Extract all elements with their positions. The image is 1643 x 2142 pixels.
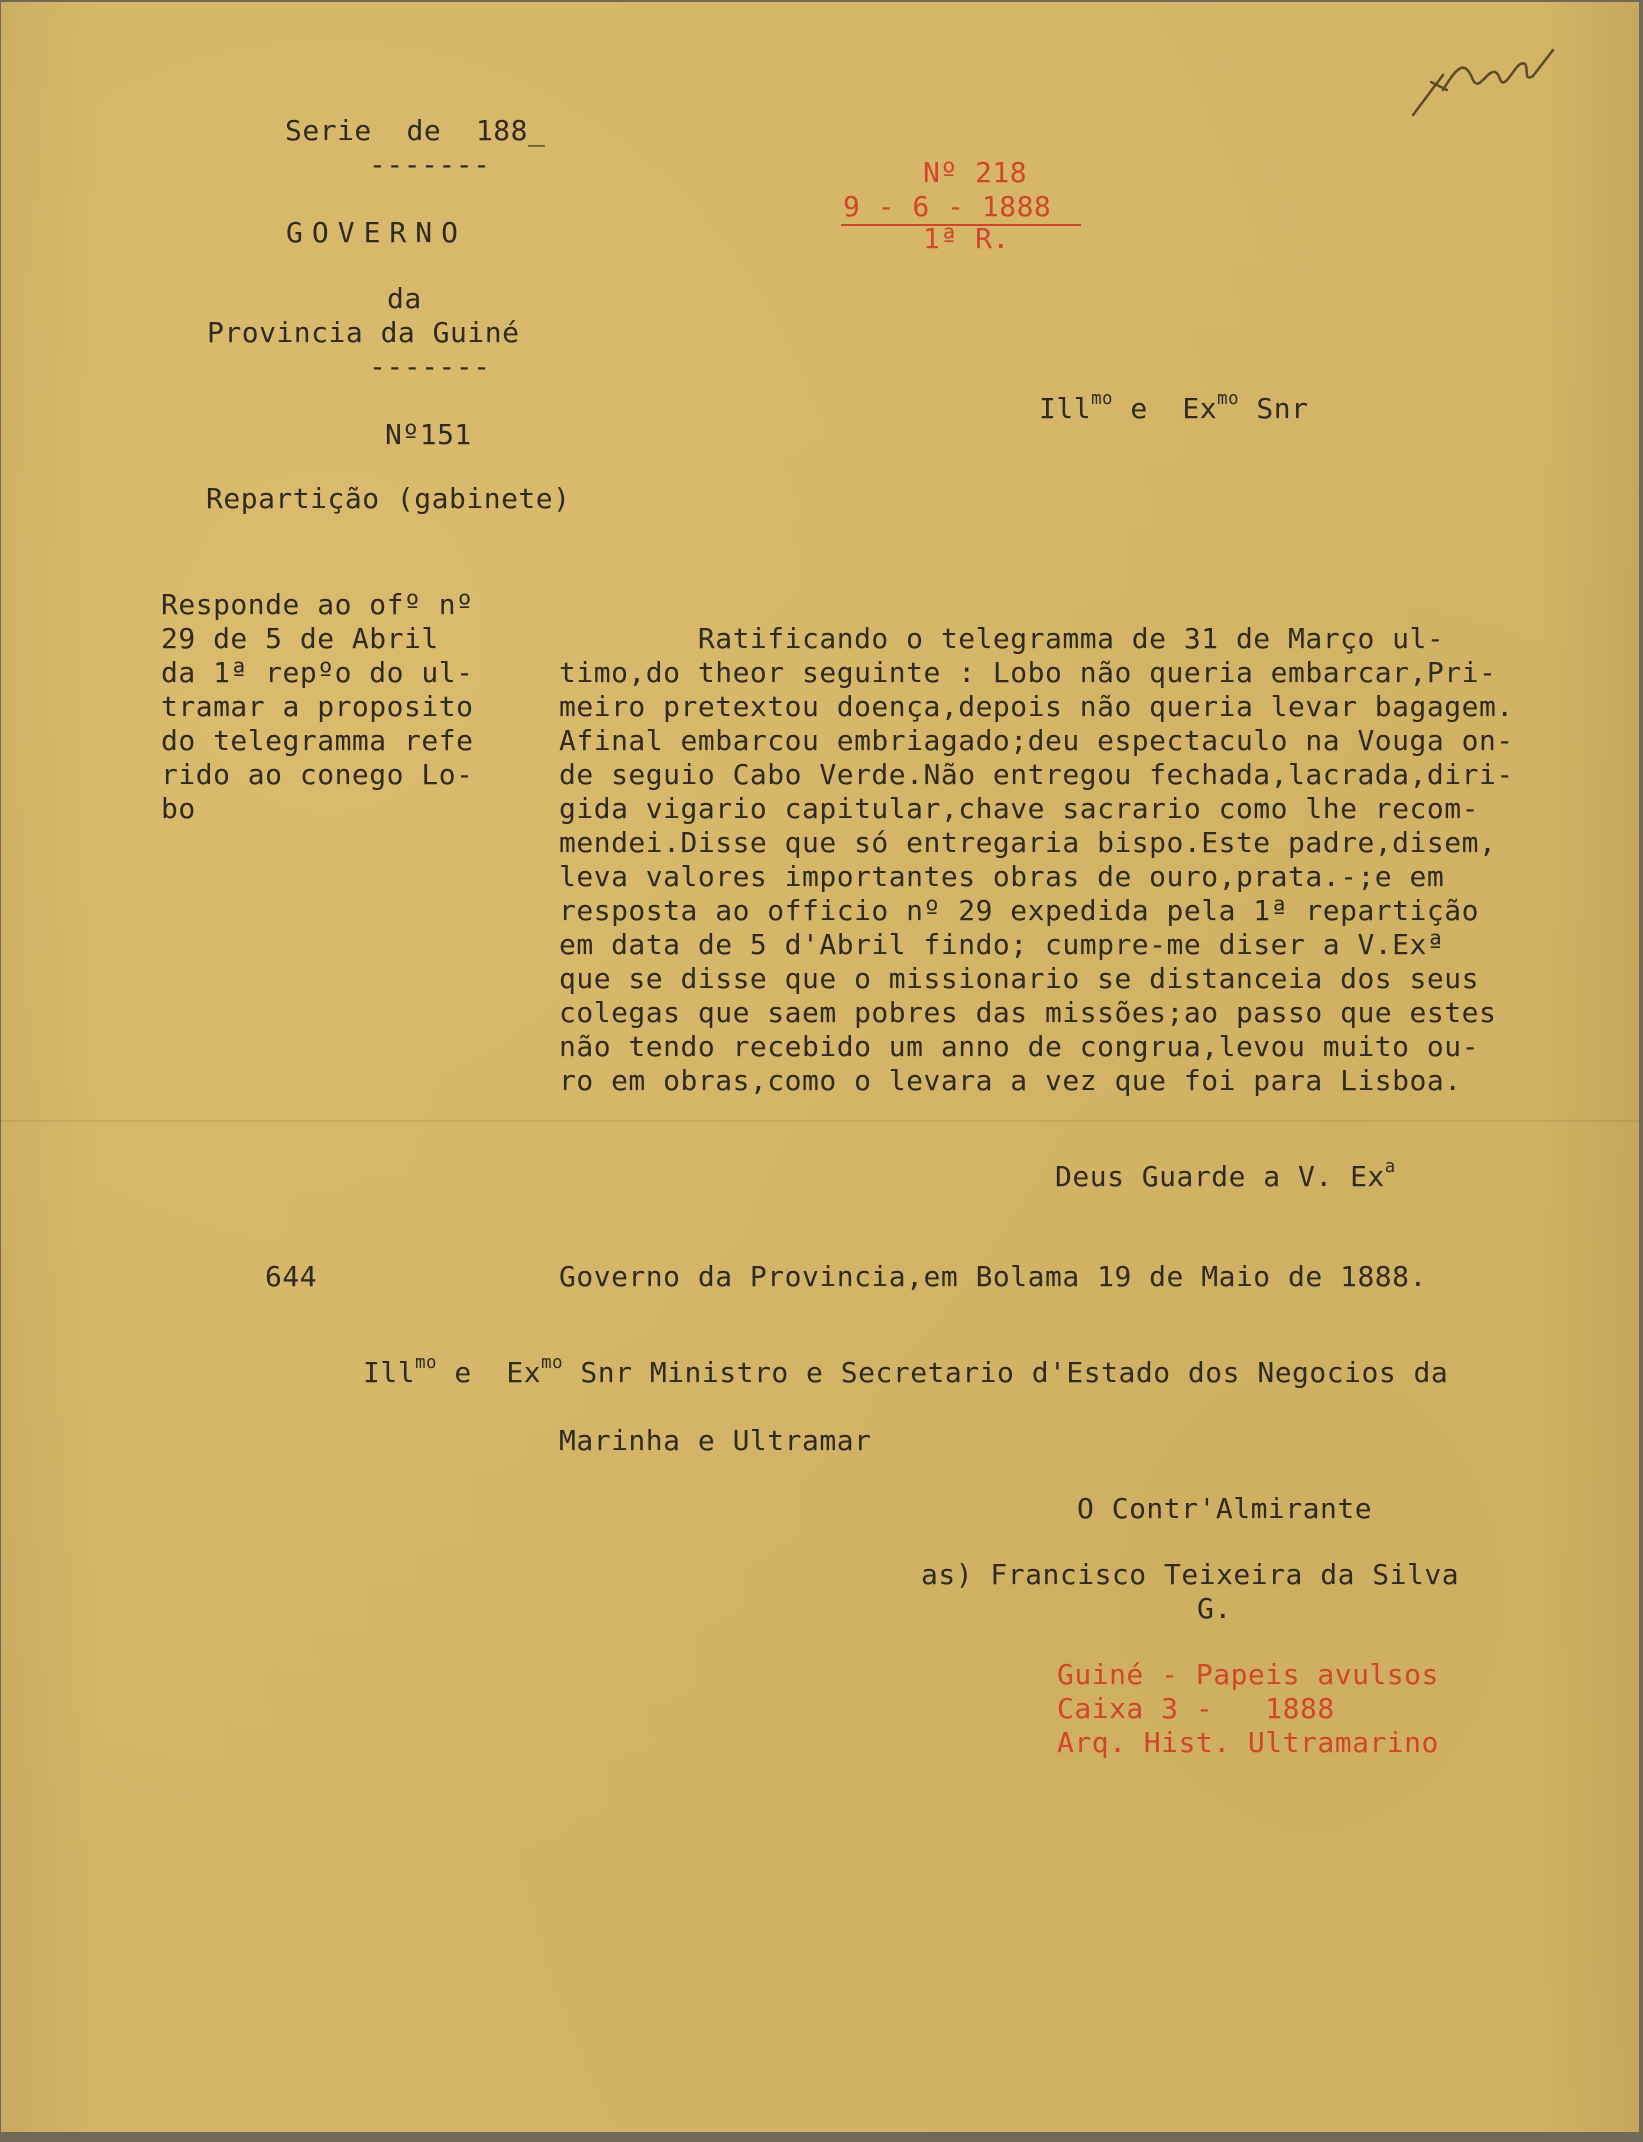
body-line <box>559 962 1479 995</box>
addressee-line-2: Marinha e Ultramar <box>559 1424 872 1457</box>
registry-number: Nº 218 <box>923 156 1028 189</box>
archive-note-line: Arq. Hist. Ultramarino <box>1057 1726 1439 1759</box>
margin-line: tramar a proposito <box>161 690 474 723</box>
closing-text: Deus Guarde a V. Ex <box>1055 1160 1385 1193</box>
salutation-e-ex: e Ex <box>1112 392 1218 425</box>
addressee-sup-1: mo <box>415 1353 437 1374</box>
document-number: Nº151 <box>385 418 472 451</box>
body-line-text: que se disse que o missionario se distanceia dos seus <box>559 962 1479 995</box>
archive-page-number: 644 <box>265 1260 318 1293</box>
da-label: da <box>387 282 422 315</box>
margin-line: Responde ao ofº nº <box>161 588 474 621</box>
provincia-label: Provincia da Guiné <box>207 316 520 349</box>
body-line: em data de 5 d'Abril findo; cumpre-me diser a V.Exª <box>559 928 1445 961</box>
salutation <box>1039 389 1309 425</box>
addressee-ill: Ill <box>363 1356 416 1389</box>
separator-dashes-2: ------- <box>369 350 491 383</box>
addressee-sup-2: mo <box>541 1353 564 1374</box>
margin-line: bo <box>161 792 196 825</box>
handwritten-initials-mark <box>1403 20 1563 130</box>
salutation-sup-2: mo <box>1217 389 1240 410</box>
body-line: de seguio Cabo Verde.Não entregou fechada,lacrada,diri- <box>559 758 1514 791</box>
addressee-e-ex: e Ex <box>436 1356 542 1389</box>
salutation-ill: Ill <box>1039 392 1092 425</box>
body-line: mendei.Disse que só entregaria bispo.Este padre,disem, <box>559 826 1497 859</box>
body-line: ro em obras,como o levara a vez que foi para Lisboa. <box>559 1064 1462 1097</box>
document-page <box>1 2 1639 2132</box>
registry-section: 1ª R. <box>923 222 1010 255</box>
archive-note-line: Caixa 3 - 1888 <box>1057 1692 1335 1725</box>
body-line: leva valores importantes obras de ouro,prata.-;e em <box>559 860 1445 893</box>
closing-sup: a <box>1384 1157 1396 1178</box>
body-line: resposta ao officio nº 29 expedida pela 1ª repartição <box>559 894 1479 927</box>
signer-rank: O Contr'Almirante <box>1077 1492 1373 1525</box>
salutation-snr: Snr <box>1239 392 1309 425</box>
addressee-title: Snr Ministro e Secretario d'Estado dos Negocios da <box>563 1356 1449 1389</box>
body-line: não tendo recebido um anno de congrua,levou muito ou- <box>559 1030 1479 1063</box>
paper-fold-line <box>1 1120 1639 1122</box>
body-line: Ratificando o telegramma de 31 de Março ul- <box>559 622 1445 655</box>
serie-label: Serie de 188_ <box>285 114 546 147</box>
closing-deus-guarde <box>1055 1157 1396 1193</box>
body-line: gida vigario capitular,chave sacrario como lhe recom- <box>559 792 1479 825</box>
place-date-line: Governo da Provincia,em Bolama 19 de Maio de 1888. <box>559 1260 1427 1293</box>
body-line: colegas que saem pobres das missões;ao passo que estes <box>559 996 1497 1029</box>
margin-line: rido ao conego Lo- <box>161 758 474 791</box>
margin-line: da 1ª repºo do ul- <box>161 656 474 689</box>
governo-heading: GOVERNO <box>286 216 468 249</box>
registry-date: 9 - 6 - 1888 <box>843 190 1052 223</box>
margin-line: do telegramma refe <box>161 724 474 757</box>
body-line: Afinal embarcou embriagado;deu espectaculo na Vouga on- <box>559 724 1514 757</box>
salutation-sup-1: mo <box>1091 389 1113 410</box>
body-line: meiro pretextou doença,depois não queria levar bagagem. <box>559 690 1514 723</box>
reparticao-label: Repartição (gabinete) <box>206 482 571 515</box>
margin-line: 29 de 5 de Abril <box>161 622 439 655</box>
signer-name: as) Francisco Teixeira da Silva <box>921 1558 1460 1591</box>
signer-initial: G. <box>1197 1592 1232 1625</box>
body-line: timo,do theor seguinte : Lobo não queria embarcar,Pri- <box>559 656 1497 689</box>
separator-dashes: ------- <box>369 148 491 181</box>
addressee-line <box>363 1353 1449 1389</box>
archive-note-line: Guiné - Papeis avulsos <box>1057 1658 1439 1691</box>
